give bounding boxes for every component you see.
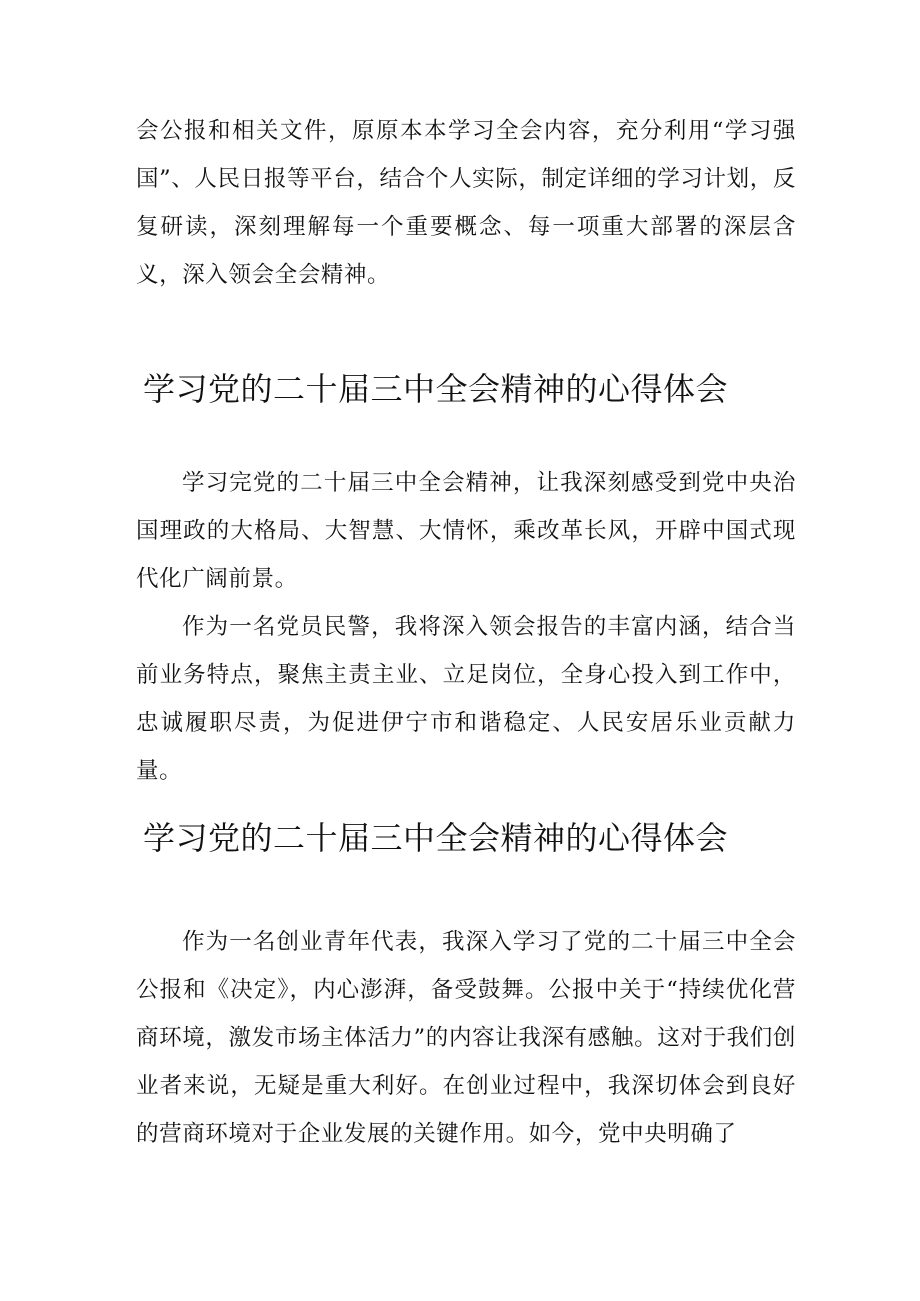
intro-paragraph: 会公报和相关文件，原原本本学习全会内容，充分利用“学习强国”、人民日报等平台，结合个人实际，制定详细的学习计划，反复研读，深刻理解每一个重要概念、每一项重大部署的深层含义，深入领会全会精神。 bbox=[136, 118, 796, 288]
section-2-paragraph-1: 作为一名创业青年代表，我深入学习了党的二十届三中全会公报和《决定》，内心澎湃，备受鼓舞。公报中关于“持续优化营商环境，激发市场主体活力”的内容让我深有感触。这对于我们创业者来说，无疑是重大利好。在创业过程中，我深切体会到良好的营商环境对于企业发展的关键作用。如今，党中央明确了 bbox=[136, 929, 796, 1147]
section-2-title: 学习党的二十届三中全会精神的心得体会 bbox=[143, 819, 729, 857]
section-2-body bbox=[136, 918, 796, 1158]
section-1-paragraph-2: 作为一名党员民警，我将深入领会报告的丰富内涵，结合当前业务特点，聚焦主责主业、立足岗位，全身心投入到工作中，忠诚履职尽责，为促进伊宁市和谐稳定、人民安居乐业贡献力量。 bbox=[136, 614, 796, 784]
intro-block bbox=[136, 107, 796, 299]
section-1-title: 学习党的二十届三中全会精神的心得体会 bbox=[143, 370, 729, 408]
section-1-body bbox=[136, 459, 796, 795]
section-1-paragraph-1: 学习完党的二十届三中全会精神，让我深刻感受到党中央治国理政的大格局、大智慧、大情怀，乘改革长风，开辟中国式现代化广阔前景。 bbox=[136, 470, 796, 592]
